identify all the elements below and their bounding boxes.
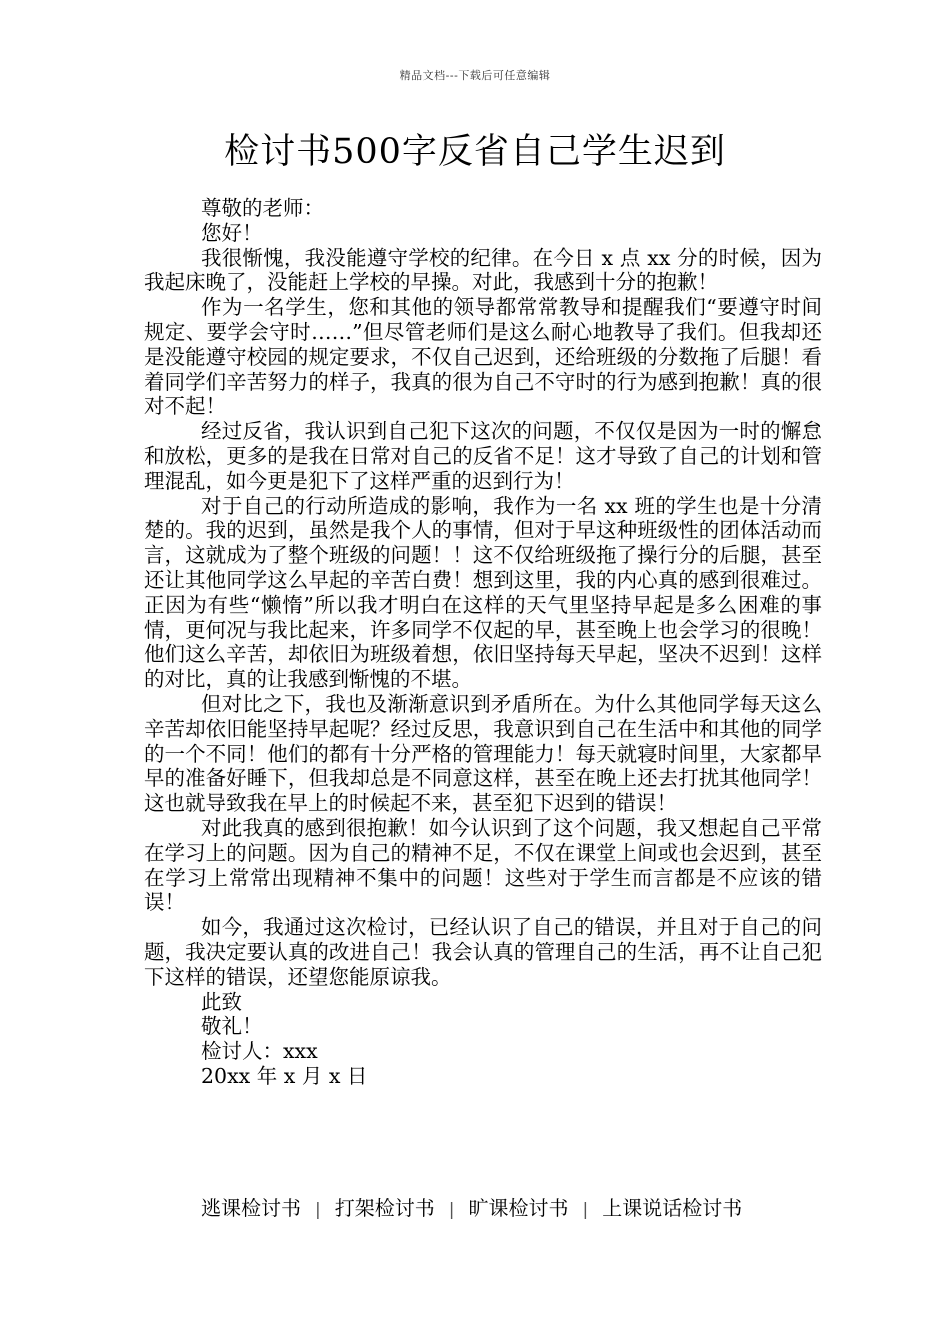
link-separator: |	[448, 1200, 455, 1220]
related-link-talking-in-class[interactable]: 上课说话检讨书	[602, 1196, 743, 1220]
salutation: 尊敬的老师：	[201, 196, 324, 220]
related-link-truancy[interactable]: 逃课检讨书	[201, 1196, 301, 1220]
body-paragraph: 对于自己的行动所造成的影响，我作为一名 xx 班的学生也是十分清楚的。我的迟到，虽然是我个人的事情，但对于早这种班级性的团体活动而言，这就成为了整个班级的问题！！这不仅给班级拖了操行分的后腿，甚至还让其他同学这么早起的辛苦白费！想到这里，我的内心真的感到很难过。正因为有些“懒惰”所以我才明白在这样的天气里坚持早起是多么困难的事情，更何况与我比起来，许多同学不仅起的早，甚至晚上也会学习的很晚！他们这么辛苦，却依旧为班级着想，依旧坚持每天早起，坚决不迟到！这样的对比，真的让我感到惭愧的不堪。	[144, 493, 822, 692]
closing-salute: 敬礼！	[201, 1014, 263, 1039]
document-title: 检讨书500字反省自己学生迟到	[224, 132, 726, 172]
related-link-fighting[interactable]: 打架检讨书	[334, 1196, 435, 1220]
link-separator: |	[582, 1200, 589, 1220]
body-paragraph: 经过反省，我认识到自己犯下这次的问题，不仅仅是因为一时的懈怠和放松，更多的是我在日常对自己的反省不足！这才导致了自己的计划和管理混乱，如今更是犯下了这样严重的迟到行为！	[144, 419, 822, 493]
greeting: 您好！	[201, 220, 263, 245]
link-separator: |	[315, 1200, 321, 1220]
signature: 检讨人：xxx	[201, 1039, 318, 1064]
body-paragraph: 对此我真的感到很抱歉！如今认识到了这个问题，我又想起自己平常在学习上的问题。因为自己的精神不足，不仅在课堂上间或也会迟到，甚至在学习上常常出现精神不集中的问题！这些对于学生而言都是不应该的错误！	[144, 815, 822, 915]
document-body	[144, 196, 822, 1089]
page-header-watermark: 精品文档---下载后可任意编辑	[399, 69, 551, 82]
date: 20xx 年 x 月 x 日	[201, 1063, 368, 1088]
related-links	[201, 1192, 841, 1221]
closing-phrase: 此致	[201, 989, 242, 1014]
body-paragraph: 作为一名学生，您和其他的领导都常常教导和提醒我们“要遵守时间规定、要学会守时……”但尽管老师们是这么耐心地教导了我们。但我却还是没能遵守校园的规定要求，不仅自己迟到，还给班级的分数拖了后腿！看着同学们辛苦努力的样子，我真的很为自己不守时的行为感到抱歉！真的很对不起！	[144, 295, 822, 419]
related-link-absence[interactable]: 旷课检讨书	[468, 1196, 569, 1220]
body-paragraph: 但对比之下，我也及渐渐意识到矛盾所在。为什么其他同学每天这么辛苦却依旧能坚持早起呢？经过反思，我意识到自己在生活中和其他的同学的一个不同！他们的都有十分严格的管理能力！每天就寝时间里，大家都早早的准备好睡下，但我却总是不同意这样，甚至在晚上还去打扰其他同学！这也就导致我在早上的时候起不来，甚至犯下迟到的错误！	[144, 691, 822, 816]
body-paragraph: 如今，我通过这次检讨，已经认识了自己的错误，并且对于自己的问题，我决定要认真的改进自己！我会认真的管理自己的生活，再不让自己犯下这样的错误，还望您能原谅我。	[144, 915, 822, 989]
body-paragraph: 我很惭愧，我没能遵守学校的纪律。在今日 x 点 xx 分的时候，因为我起床晚了，没能赶上学校的早操。对此，我感到十分的抱歉！	[144, 245, 822, 295]
